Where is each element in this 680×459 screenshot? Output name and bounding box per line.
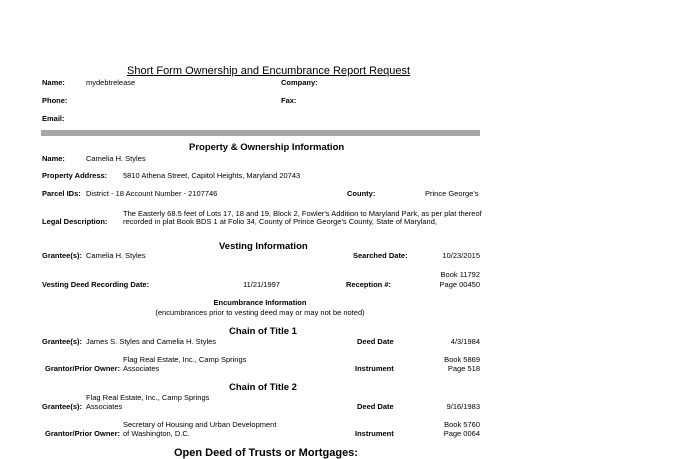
recording-date-value: 11/21/1997 <box>243 280 280 289</box>
chain1-grantee-value: James S. Styles and Camelia H. Styles <box>86 337 217 346</box>
open-deeds-header: Open Deed of Trusts or Mortgages: <box>174 447 358 459</box>
chain2-grantee-line2: Associates <box>86 402 123 411</box>
request-fax-label: Fax: <box>281 96 297 105</box>
property-address-label: Property Address: <box>42 171 108 180</box>
property-address-value: 5810 Athena Street, Capitol Heights, Maryland 20743 <box>123 171 301 180</box>
vesting-book-value: Book 11792 <box>440 270 480 279</box>
chain1-grantor-label: Grantor/Prior Owner: <box>45 364 121 373</box>
chain1-book-value: Book 5869 <box>444 355 480 364</box>
chain2-grantor-line1: Secretary of Housing and Urban Development <box>123 420 277 429</box>
chain2-deed-date-label: Deed Date <box>357 402 394 411</box>
owner-name-value: Camelia H. Styles <box>86 154 146 163</box>
section-divider-bar <box>41 130 480 136</box>
vesting-section-header: Vesting Information <box>219 241 308 252</box>
owner-name-label: Name: <box>42 154 65 163</box>
parcel-ids-value: District - 18 Account Number - 2107746 <box>86 189 218 198</box>
chain2-grantee-line1: Flag Real Estate, Inc., Camp Springs <box>86 393 210 402</box>
report-title: Short Form Ownership and Encumbrance Report Request <box>127 65 411 77</box>
chain-of-title-1-header: Chain of Title 1 <box>229 326 297 337</box>
request-phone-label: Phone: <box>42 96 68 105</box>
parcel-ids-label: Parcel IDs: <box>42 189 81 198</box>
chain1-grantee-label: Grantee(s): <box>42 337 83 346</box>
legal-description-line1: The Easterly 68.5 feet of Lots 17, 18 and 19, Block 2, Fowler's Addition to Maryland Park, as per plat thereof <box>123 209 482 218</box>
chain1-instrument-label: Instrument <box>355 364 394 373</box>
chain1-deed-date-value: 4/3/1984 <box>450 337 480 346</box>
vesting-grantee-label: Grantee(s): <box>42 251 83 260</box>
legal-description-label: Legal Description: <box>42 217 108 226</box>
chain1-grantor-line1: Flag Real Estate, Inc., Camp Springs <box>123 355 247 364</box>
property-section-header: Property & Ownership Information <box>189 142 345 153</box>
county-value: Prince George's <box>425 189 479 198</box>
encumbrance-note: (encumbrances prior to vesting deed may or may not be noted) <box>155 308 365 317</box>
county-label: County: <box>347 189 376 198</box>
chain2-instrument-label: Instrument <box>355 429 394 438</box>
searched-date-label: Searched Date: <box>353 251 408 260</box>
chain-of-title-2-header: Chain of Title 2 <box>229 382 297 393</box>
vesting-grantee-value: Camelia H. Styles <box>86 251 146 260</box>
chain1-grantor-line2: Associates <box>123 364 160 373</box>
searched-date-value: 10/23/2015 <box>442 251 480 260</box>
chain2-page-value: Page 0064 <box>443 429 480 438</box>
chain1-page-value: Page 518 <box>447 364 480 373</box>
chain2-grantor-line2: of Washington, D.C. <box>123 429 190 438</box>
chain2-grantor-label: Grantor/Prior Owner: <box>45 429 121 438</box>
recording-date-label: Vesting Deed Recording Date: <box>42 280 150 289</box>
encumbrance-header: Encumbrance Information <box>213 298 307 307</box>
chain2-grantee-label: Grantee(s): <box>42 402 83 411</box>
vesting-page-value: Page 00450 <box>439 280 480 289</box>
chain2-book-value: Book 5760 <box>444 420 480 429</box>
request-company-label: Company: <box>281 78 318 87</box>
request-name-label: Name: <box>42 78 65 87</box>
legal-description-line2: recorded in plat Book BDS 1 at Folio 34, County of Prince George's County, State of Maryland, <box>123 217 437 226</box>
request-email-label: Email: <box>42 114 65 123</box>
chain1-deed-date-label: Deed Date <box>357 337 394 346</box>
chain2-deed-date-value: 9/16/1983 <box>446 402 480 411</box>
request-name-value: mydebtrelease <box>86 78 136 87</box>
reception-number-label: Reception #: <box>346 280 392 289</box>
